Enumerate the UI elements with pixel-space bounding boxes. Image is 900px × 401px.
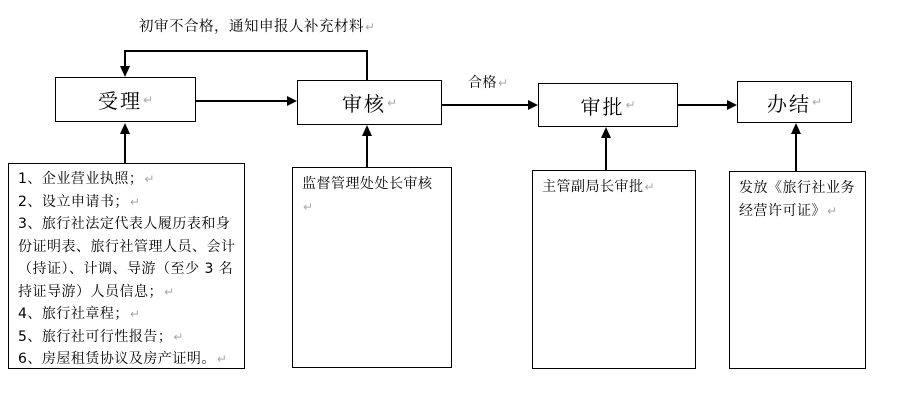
requirement-item: 4、旅行社章程；↵	[18, 306, 140, 322]
arrow-approve-to-complete-line	[678, 104, 728, 106]
paragraph-mark: ↵	[365, 20, 376, 34]
flow-box-accept	[55, 77, 196, 122]
feedback-line-right-vertical	[366, 50, 368, 81]
requirement-item: 5、旅行社可行性报告；↵	[18, 328, 184, 345]
flow-box-complete	[737, 81, 852, 123]
arrow-requirements-to-accept-head-icon	[120, 123, 130, 134]
arrow-accept-to-review-line	[196, 100, 288, 102]
flow-box-accept-label: 受理	[97, 89, 142, 113]
arrow-approvenote-to-approve-line	[605, 137, 607, 170]
arrow-reviewnote-to-review-head-icon	[362, 125, 372, 136]
paragraph-mark: ↵	[625, 98, 636, 112]
paragraph-mark: ↵	[216, 352, 227, 366]
feedback-annotation	[139, 15, 375, 36]
feedback-arrowhead-down-icon	[120, 66, 130, 77]
flow-box-approve	[538, 83, 678, 127]
flow-box-approve-label: 审批	[580, 94, 625, 119]
review-note-text: 监督管理处处长审核	[302, 176, 433, 192]
requirement-item: 1、企业营业执照；↵	[18, 171, 155, 187]
flow-box-review	[297, 80, 442, 125]
arrow-completenote-to-complete-head-icon	[791, 123, 801, 134]
paragraph-mark: ↵	[498, 76, 509, 90]
paragraph-mark: ↵	[386, 95, 398, 110]
requirements-list-box	[8, 163, 245, 369]
paragraph-mark: ↵	[164, 284, 175, 299]
paragraph-mark: ↵	[129, 194, 140, 209]
arrow-review-to-approve-line	[442, 104, 529, 106]
feedback-line-horizontal	[124, 50, 368, 52]
requirement-item: 2、设立申请书；↵	[18, 193, 140, 210]
arrow-accept-to-review-head-icon	[287, 96, 297, 106]
complete-note-text: 发放《旅行社业务经营许可证》	[739, 180, 855, 219]
paragraph-mark: ↵	[173, 329, 184, 344]
feedback-line-left-vertical	[124, 50, 126, 67]
requirement-item: 6、房屋租赁协议及房产证明。↵	[18, 351, 227, 367]
arrow-approvenote-to-approve-head-icon	[601, 127, 611, 138]
feedback-annotation-text: 初审不合格，通知申报人补充材料	[139, 19, 364, 35]
flow-box-review-label: 审核	[341, 92, 386, 116]
paragraph-mark: ↵	[129, 307, 140, 321]
approve-note-box	[532, 170, 696, 369]
paragraph-mark: ↵	[303, 199, 314, 214]
review-note-box	[292, 167, 452, 368]
requirement-item: 3、旅行社法定代表人履历表和身份证明表、旅行社管理人员、会计（持证）、计调、导游（至少 3 名持证导游）人员信息；↵	[18, 216, 236, 300]
qualified-edge-label-text: 合格	[468, 75, 497, 91]
arrow-review-to-approve-head-icon	[528, 100, 538, 110]
paragraph-mark: ↵	[142, 92, 154, 107]
arrow-reviewnote-to-review-line	[366, 135, 368, 167]
arrow-completenote-to-complete-line	[795, 133, 797, 171]
paragraph-mark: ↵	[144, 172, 155, 186]
complete-note-box	[729, 171, 866, 369]
arrow-requirements-to-accept-line	[124, 133, 126, 163]
paragraph-mark: ↵	[827, 203, 838, 218]
qualified-edge-label	[468, 72, 508, 92]
flow-box-complete-label: 办结	[766, 91, 811, 116]
arrow-approve-to-complete-head-icon	[727, 100, 737, 110]
approve-note-text: 主管副局长审批	[542, 179, 644, 195]
paragraph-mark: ↵	[644, 180, 655, 194]
paragraph-mark: ↵	[811, 95, 823, 109]
